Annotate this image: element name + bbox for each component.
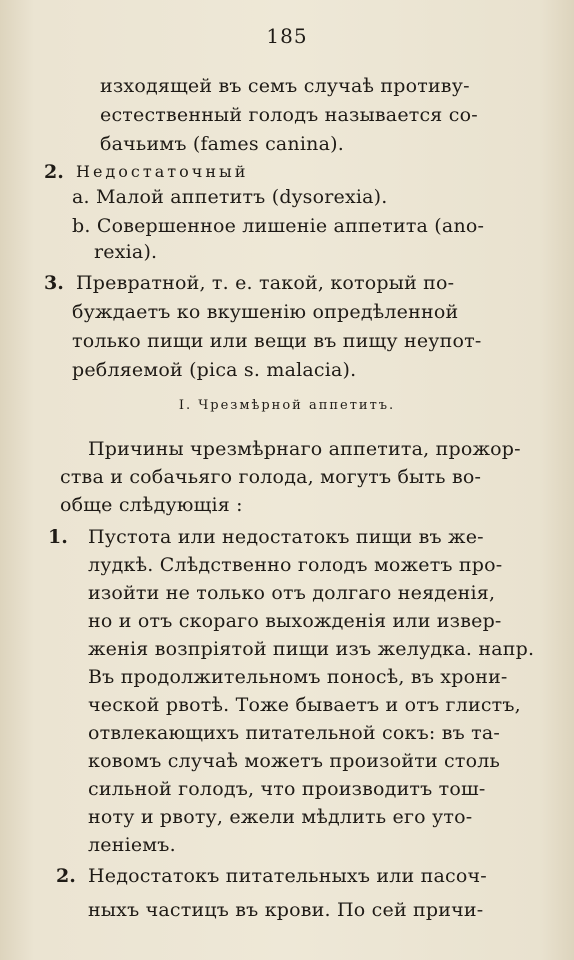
- text-line: сильной голодъ, что производитъ тош-: [88, 778, 486, 800]
- text-line: естественный голодъ называется со-: [100, 104, 478, 126]
- text-line: лудкѣ. Слѣдственно голодъ можетъ про-: [88, 554, 503, 576]
- text-line: отвлекающихъ питательной сокъ: въ та-: [88, 722, 500, 744]
- item-title: Недостаточный: [76, 162, 249, 181]
- text-line: Недостатокъ питательныхъ или пасоч-: [88, 865, 487, 887]
- text-line: женія возпріятой пищи изъ желудка. напр.: [88, 638, 535, 660]
- text-line: бачьимъ (fames canina).: [100, 133, 344, 155]
- text-line: Въ продолжительномъ поносѣ, въ хрони-: [88, 666, 508, 688]
- text-line: ческой рвотѣ. Тоже бываетъ и отъ глистъ,: [88, 694, 521, 716]
- text-line: b. Совершенное лишеніе аппетита (ano-: [72, 215, 485, 237]
- text-line: но и отъ скораго выхожденія или извер-: [88, 610, 502, 632]
- list-number: 2.: [44, 161, 64, 183]
- text-line: ныхъ частицъ въ крови. По сей причи-: [88, 899, 484, 921]
- text-line: ковомъ случаѣ можетъ произойти столь: [88, 750, 501, 772]
- text-line: изходящей въ семъ случаѣ противу-: [100, 75, 470, 97]
- text-line: a. Малой аппетитъ (dysorexia).: [72, 186, 388, 208]
- text-line: только пищи или вещи въ пищу неупот-: [72, 330, 482, 352]
- text-line: леніемъ.: [88, 834, 176, 856]
- text-line: Пустота или недостатокъ пищи въ же-: [88, 526, 484, 548]
- text-line: ства и собачьяго голода, могутъ быть во-: [60, 466, 482, 488]
- section-heading: I. Чрезмѣрной аппетитъ.: [178, 398, 396, 413]
- text-line: ноту и рвоту, ежели мѣдлить его уто-: [88, 806, 473, 828]
- list-number: 2.: [56, 865, 76, 887]
- list-number: 3.: [44, 272, 64, 294]
- text-line: ребляемой (pica s. malacia).: [72, 359, 357, 381]
- text-line: обще слѣдующія :: [60, 494, 243, 516]
- text-line: Превратной, т. е. такой, который по-: [76, 272, 455, 294]
- text-line: Причины чрезмѣрнаго аппетита, прожор-: [88, 438, 521, 460]
- text-line: rexia).: [94, 241, 158, 263]
- text-line: буждаетъ ко вкушенію опредѣленной: [72, 301, 459, 323]
- text-line: изойти не только отъ долгаго неяденія,: [88, 582, 496, 604]
- list-number: 1.: [48, 526, 68, 548]
- page-number: 185: [266, 24, 308, 48]
